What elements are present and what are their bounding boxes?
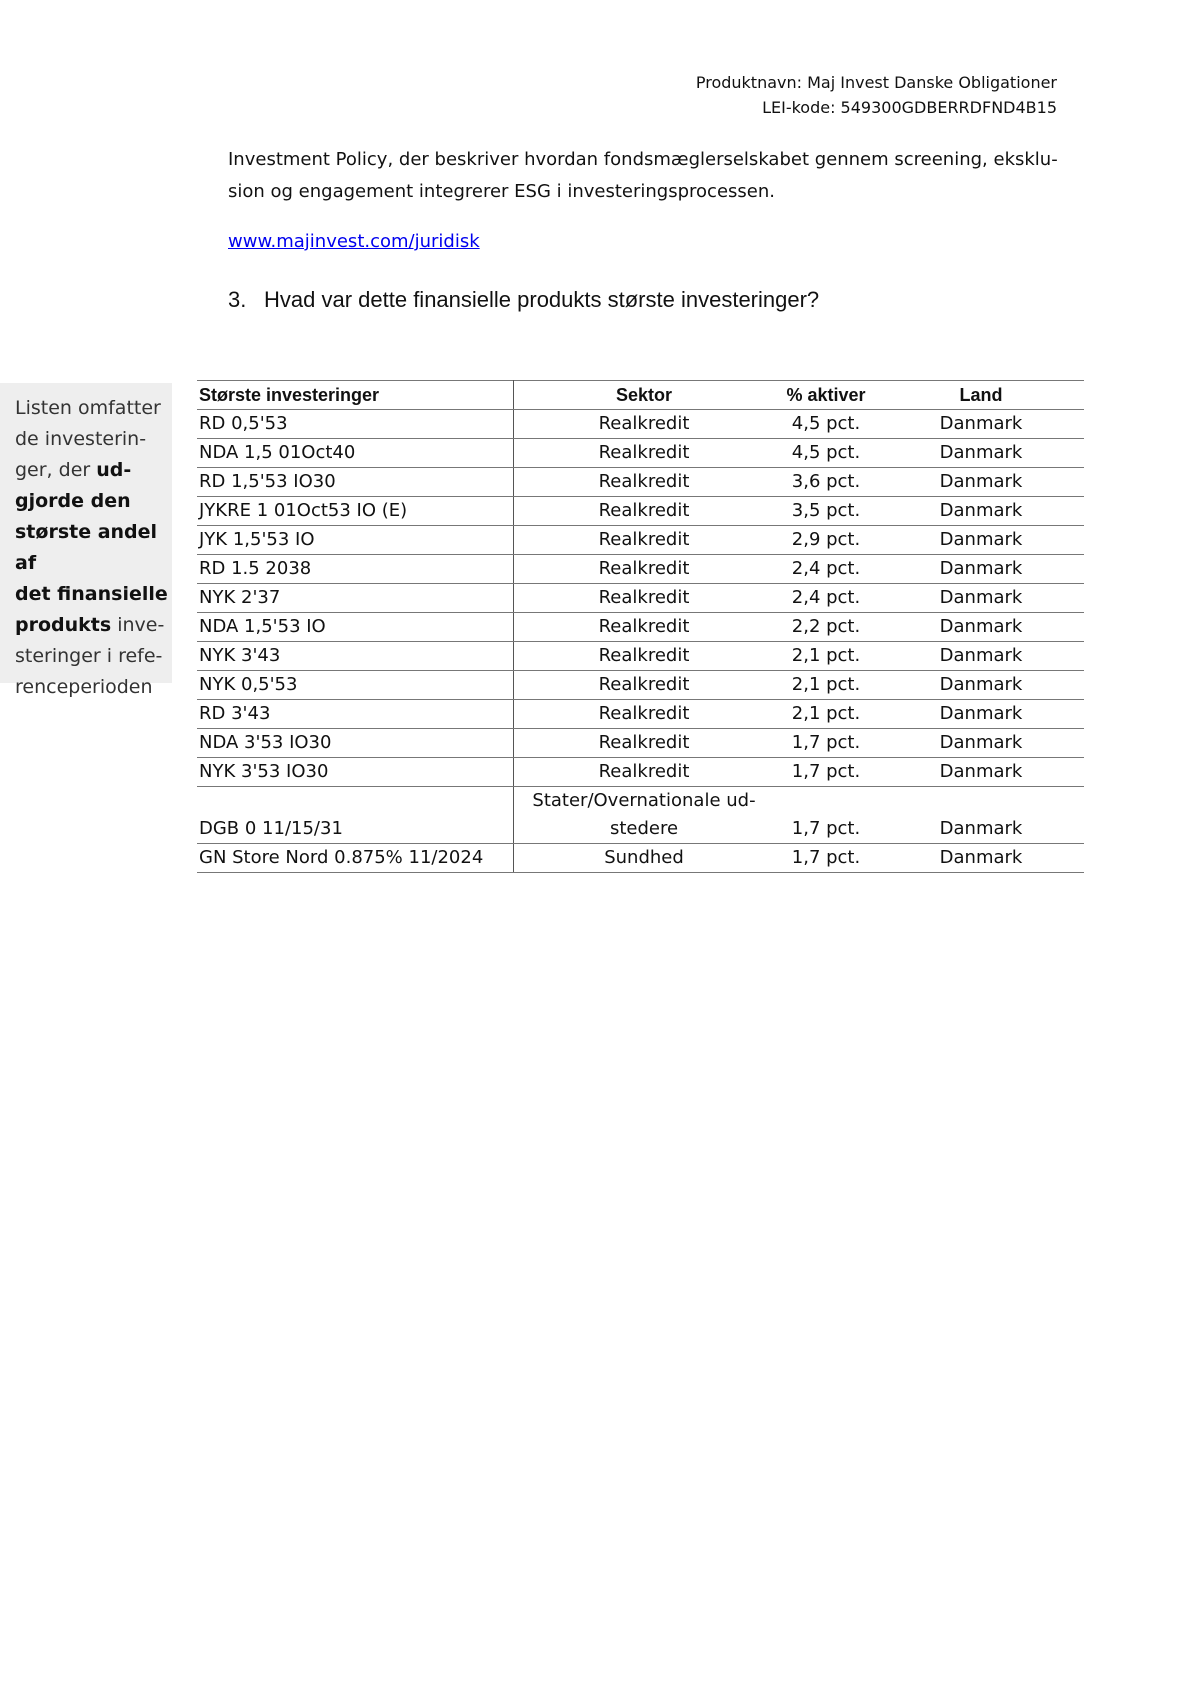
cell-country: Danmark bbox=[878, 700, 1084, 729]
cell-investment: NDA 3'53 IO30 bbox=[197, 729, 514, 758]
cell-investment: DGB 0 11/15/31 bbox=[197, 787, 514, 844]
cell-percent: 3,5 pct. bbox=[774, 497, 878, 526]
cell-country: Danmark bbox=[878, 555, 1084, 584]
sidebar-text: ger, der bbox=[15, 459, 97, 481]
header-percent-assets: % aktiver bbox=[774, 381, 878, 410]
cell-country: Danmark bbox=[878, 671, 1084, 700]
sidebar-line bbox=[15, 486, 172, 517]
cell-sector: Stater/Overnationale ud- stedere bbox=[514, 787, 775, 844]
document-header bbox=[696, 70, 1057, 120]
sidebar-line bbox=[15, 579, 172, 610]
table-row bbox=[197, 844, 1084, 873]
cell-sector: Realkredit bbox=[514, 468, 775, 497]
table-row bbox=[197, 758, 1084, 787]
table-row bbox=[197, 642, 1084, 671]
product-name: Produktnavn: Maj Invest Danske Obligationer bbox=[695, 73, 1057, 92]
table-row bbox=[197, 729, 1084, 758]
cell-country: Danmark bbox=[878, 787, 1084, 844]
sidebar-text: de investerin- bbox=[15, 428, 147, 450]
sidebar-text: ud- bbox=[96, 459, 132, 481]
cell-sector: Sundhed bbox=[514, 844, 775, 873]
cell-country: Danmark bbox=[878, 844, 1084, 873]
sidebar-text: renceperioden bbox=[15, 676, 153, 698]
cell-country: Danmark bbox=[878, 613, 1084, 642]
cell-percent: 2,4 pct. bbox=[774, 555, 878, 584]
cell-percent: 4,5 pct. bbox=[774, 439, 878, 468]
cell-country: Danmark bbox=[878, 526, 1084, 555]
table-header-row bbox=[197, 381, 1084, 410]
section-title: Hvad var dette finansielle produkts største investeringer? bbox=[264, 287, 820, 312]
table-row bbox=[197, 613, 1084, 642]
cell-investment: JYKRE 1 01Oct53 IO (E) bbox=[197, 497, 514, 526]
cell-country: Danmark bbox=[878, 642, 1084, 671]
cell-investment: RD 1,5'53 IO30 bbox=[197, 468, 514, 497]
cell-investment: NYK 0,5'53 bbox=[197, 671, 514, 700]
cell-country: Danmark bbox=[878, 729, 1084, 758]
sidebar-text: inve- bbox=[111, 614, 165, 636]
cell-investment: NDA 1,5'53 IO bbox=[197, 613, 514, 642]
cell-investment: GN Store Nord 0.875% 11/2024 bbox=[197, 844, 514, 873]
sidebar-text: steringer i refe- bbox=[15, 645, 163, 667]
cell-country: Danmark bbox=[878, 468, 1084, 497]
cell-sector: Realkredit bbox=[514, 526, 775, 555]
cell-sector: Realkredit bbox=[514, 729, 775, 758]
cell-country: Danmark bbox=[878, 584, 1084, 613]
cell-sector: Realkredit bbox=[514, 497, 775, 526]
cell-percent: 2,1 pct. bbox=[774, 642, 878, 671]
cell-investment: NYK 2'37 bbox=[197, 584, 514, 613]
sidebar-text: produkts bbox=[15, 614, 112, 636]
cell-sector: Realkredit bbox=[514, 613, 775, 642]
cell-investment: NDA 1,5 01Oct40 bbox=[197, 439, 514, 468]
cell-percent: 1,7 pct. bbox=[774, 758, 878, 787]
table-body bbox=[197, 410, 1084, 873]
investments-table bbox=[197, 380, 1084, 873]
table-row bbox=[197, 468, 1084, 497]
sidebar-line bbox=[15, 455, 172, 486]
intro-line-1: Investment Policy, der beskriver hvordan fondsmæglerselskabet gennem screening, eksklu- bbox=[228, 149, 1058, 170]
cell-sector: Realkredit bbox=[514, 642, 775, 671]
section-heading bbox=[228, 285, 819, 315]
cell-sector: Realkredit bbox=[514, 555, 775, 584]
cell-percent: 1,7 pct. bbox=[774, 844, 878, 873]
sidebar-text: største andel af bbox=[15, 521, 158, 574]
table-row bbox=[197, 410, 1084, 439]
table-row bbox=[197, 497, 1084, 526]
cell-percent: 2,4 pct. bbox=[774, 584, 878, 613]
table-row bbox=[197, 671, 1084, 700]
cell-country: Danmark bbox=[878, 439, 1084, 468]
cell-investment: JYK 1,5'53 IO bbox=[197, 526, 514, 555]
cell-percent: 2,2 pct. bbox=[774, 613, 878, 642]
intro-line-2: sion og engagement integrerer ESG i investeringsprocessen. bbox=[228, 181, 775, 202]
sidebar-line bbox=[15, 610, 172, 641]
cell-percent: 1,7 pct. bbox=[774, 787, 878, 844]
sidebar-text: Listen omfatter bbox=[15, 397, 161, 419]
intro-paragraph bbox=[228, 144, 1058, 208]
cell-investment: NYK 3'43 bbox=[197, 642, 514, 671]
juridisk-link[interactable]: www.majinvest.com/juridisk bbox=[228, 231, 480, 252]
cell-country: Danmark bbox=[878, 410, 1084, 439]
table-row bbox=[197, 555, 1084, 584]
cell-investment: RD 0,5'53 bbox=[197, 410, 514, 439]
table-row bbox=[197, 584, 1084, 613]
cell-sector: Realkredit bbox=[514, 410, 775, 439]
table-row bbox=[197, 526, 1084, 555]
table-row bbox=[197, 700, 1084, 729]
cell-percent: 1,7 pct. bbox=[774, 729, 878, 758]
cell-percent: 3,6 pct. bbox=[774, 468, 878, 497]
cell-investment: NYK 3'53 IO30 bbox=[197, 758, 514, 787]
cell-investment: RD 3'43 bbox=[197, 700, 514, 729]
sidebar-line bbox=[15, 517, 172, 579]
cell-percent: 2,9 pct. bbox=[774, 526, 878, 555]
cell-country: Danmark bbox=[878, 758, 1084, 787]
header-country: Land bbox=[878, 381, 1084, 410]
cell-investment: RD 1.5 2038 bbox=[197, 555, 514, 584]
table-row bbox=[197, 787, 1084, 844]
cell-sector: Realkredit bbox=[514, 700, 775, 729]
cell-sector: Realkredit bbox=[514, 439, 775, 468]
table-row bbox=[197, 439, 1084, 468]
lei-code: LEI-kode: 549300GDBERRDFND4B15 bbox=[762, 98, 1057, 117]
sidebar-text: det finansielle bbox=[15, 583, 168, 605]
cell-percent: 4,5 pct. bbox=[774, 410, 878, 439]
cell-percent: 2,1 pct. bbox=[774, 671, 878, 700]
header-largest-investments: Største investeringer bbox=[197, 381, 514, 410]
cell-percent: 2,1 pct. bbox=[774, 700, 878, 729]
sidebar-note bbox=[0, 383, 172, 698]
cell-country: Danmark bbox=[878, 497, 1084, 526]
section-number: 3. bbox=[228, 287, 247, 312]
cell-sector: Realkredit bbox=[514, 758, 775, 787]
sidebar-line bbox=[15, 424, 172, 455]
header-sector: Sektor bbox=[514, 381, 775, 410]
sidebar-line bbox=[15, 672, 172, 703]
sidebar-line bbox=[15, 641, 172, 672]
sidebar-line bbox=[15, 393, 172, 424]
cell-sector: Realkredit bbox=[514, 671, 775, 700]
cell-sector: Realkredit bbox=[514, 584, 775, 613]
sidebar-text: gjorde den bbox=[15, 490, 131, 512]
